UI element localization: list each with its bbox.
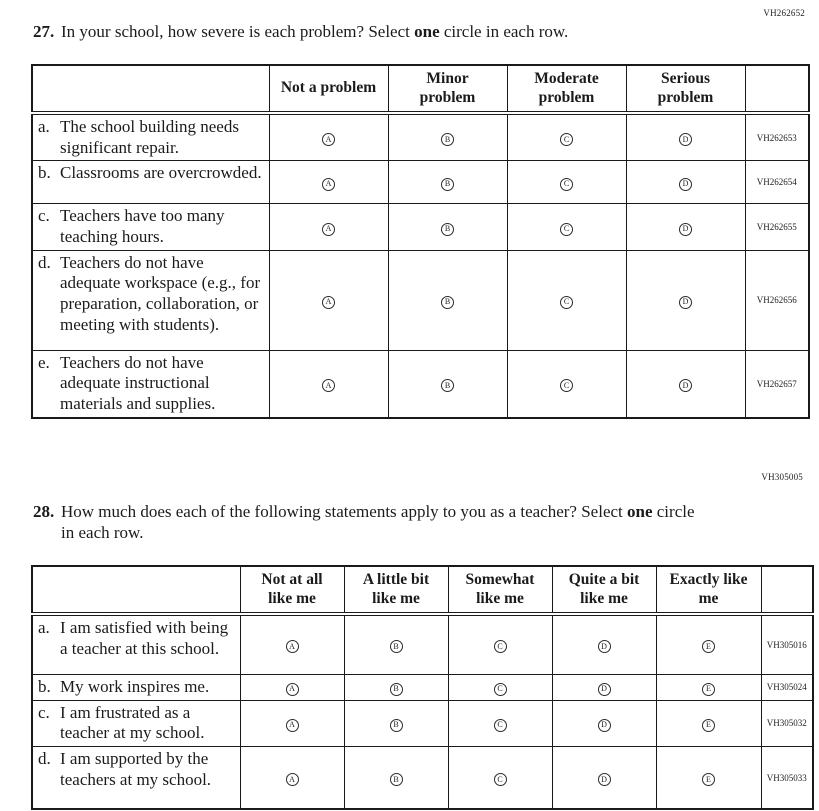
option-letter: A: [289, 641, 295, 651]
option-letter: B: [393, 774, 399, 784]
column-header: Moderate problem: [507, 65, 626, 113]
option-circle[interactable]: [494, 719, 507, 732]
column-header: A little bit like me: [344, 566, 448, 614]
answer-cell[interactable]: [656, 700, 761, 746]
answer-cell[interactable]: [269, 250, 388, 350]
answer-cell[interactable]: [552, 674, 656, 700]
option-letter: A: [325, 297, 332, 307]
option-letter: E: [706, 720, 711, 730]
table-row: [32, 746, 813, 809]
option-letter: B: [393, 684, 399, 694]
answer-cell[interactable]: [626, 250, 745, 350]
table-row: [32, 204, 809, 250]
option-circle[interactable]: [679, 133, 692, 146]
row-code: VH305032: [761, 700, 813, 746]
option-circle[interactable]: [598, 640, 611, 653]
option-letter: B: [444, 179, 451, 189]
statement-cell: [32, 204, 269, 250]
column-header: Not at all like me: [240, 566, 344, 614]
column-header: Exactly like me: [656, 566, 761, 614]
statement-cell: [32, 161, 269, 204]
option-letter: B: [444, 134, 451, 144]
question-prompt: How much does each of the following statements apply to you as a teacher? Select one circle in each row.: [61, 501, 695, 543]
statement-header-cell: [32, 65, 269, 113]
answer-cell[interactable]: [269, 161, 388, 204]
answer-cell[interactable]: [507, 350, 626, 418]
question-code: VH305005: [761, 472, 803, 482]
header-row: [32, 65, 809, 113]
row-letter: b.: [38, 163, 51, 183]
row-letter: a.: [38, 618, 50, 638]
answer-cell[interactable]: [448, 614, 552, 674]
statement-text: The school building needs significant repair.: [60, 116, 239, 157]
answer-cell[interactable]: [240, 746, 344, 809]
option-letter: E: [706, 641, 711, 651]
answer-cell[interactable]: [388, 113, 507, 161]
option-circle[interactable]: [702, 640, 715, 653]
column-header: Minor problem: [388, 65, 507, 113]
option-circle[interactable]: [702, 683, 715, 696]
answer-cell[interactable]: [344, 700, 448, 746]
option-circle[interactable]: [390, 773, 403, 786]
option-letter: A: [325, 179, 332, 189]
statement-text: Classrooms are overcrowded.: [60, 163, 262, 183]
option-circle[interactable]: [560, 133, 573, 146]
column-header: Quite a bit like me: [552, 566, 656, 614]
option-circle[interactable]: [679, 296, 692, 309]
option-letter: D: [682, 179, 689, 189]
self-description-table: [31, 565, 814, 810]
table-row: [32, 700, 813, 746]
answer-cell[interactable]: [626, 113, 745, 161]
column-header: Somewhat like me: [448, 566, 552, 614]
answer-cell[interactable]: [269, 350, 388, 418]
answer-cell[interactable]: [388, 161, 507, 204]
statement-text: I am satisfied with being a teacher at this school.: [60, 618, 229, 658]
option-letter: A: [289, 720, 295, 730]
option-letter: C: [563, 224, 570, 234]
option-letter: B: [444, 297, 451, 307]
statement-cell: [32, 350, 269, 418]
option-letter: D: [601, 774, 607, 784]
severity-table: [31, 64, 810, 419]
statement-text: Teachers do not have adequate workspace (e.g., for preparation, collaboration, or meeting with students).: [60, 252, 261, 334]
option-letter: C: [563, 134, 570, 144]
row-code: VH262656: [745, 250, 809, 350]
option-circle[interactable]: [441, 133, 454, 146]
row-code: VH305033: [761, 746, 813, 809]
answer-cell[interactable]: [269, 204, 388, 250]
answer-cell[interactable]: [626, 350, 745, 418]
answer-cell[interactable]: [552, 746, 656, 809]
question-28-prompt: [33, 501, 701, 544]
answer-cell[interactable]: [507, 113, 626, 161]
row-code: VH262657: [745, 350, 809, 418]
option-circle[interactable]: [598, 773, 611, 786]
option-letter: D: [682, 224, 689, 234]
option-circle[interactable]: [441, 296, 454, 309]
option-letter: B: [393, 720, 399, 730]
statement-cell: [32, 674, 240, 700]
option-letter: C: [497, 684, 503, 694]
option-letter: B: [444, 380, 451, 390]
row-letter: d.: [38, 748, 51, 768]
option-circle[interactable]: [560, 296, 573, 309]
statement-text: Teachers have too many teaching hours.: [60, 206, 225, 247]
option-circle[interactable]: [286, 719, 299, 732]
option-circle[interactable]: [560, 379, 573, 392]
answer-cell[interactable]: [626, 204, 745, 250]
question-number: 28.: [33, 501, 55, 521]
statement-text: I am supported by the teachers at my school.: [60, 748, 212, 789]
option-letter: E: [706, 684, 711, 694]
answer-cell[interactable]: [388, 204, 507, 250]
option-letter: A: [289, 774, 295, 784]
question-code: VH262652: [763, 8, 805, 18]
option-circle[interactable]: [679, 379, 692, 392]
row-code: VH262655: [745, 204, 809, 250]
option-circle[interactable]: [702, 719, 715, 732]
option-letter: C: [563, 297, 570, 307]
option-circle[interactable]: [322, 379, 335, 392]
statement-text: I am frustrated as a teacher at my school.: [60, 702, 205, 743]
option-circle[interactable]: [441, 223, 454, 236]
answer-cell[interactable]: [269, 113, 388, 161]
statement-text: My work inspires me.: [60, 676, 210, 696]
option-letter: A: [325, 224, 332, 234]
row-code: VH305024: [761, 674, 813, 700]
answer-cell[interactable]: [388, 350, 507, 418]
option-circle[interactable]: [390, 683, 403, 696]
question-prompt: In your school, how severe is each problem? Select one circle in each row.: [61, 22, 569, 41]
option-circle[interactable]: [286, 640, 299, 653]
option-circle[interactable]: [390, 719, 403, 732]
option-circle[interactable]: [598, 683, 611, 696]
answer-cell[interactable]: [507, 204, 626, 250]
answer-cell[interactable]: [240, 614, 344, 674]
code-header-cell: [745, 65, 809, 113]
statement-cell: [32, 700, 240, 746]
answer-cell[interactable]: [656, 674, 761, 700]
option-letter: C: [563, 380, 570, 390]
option-letter: D: [601, 684, 607, 694]
table-row: [32, 350, 809, 418]
row-code: VH262654: [745, 161, 809, 204]
answer-cell[interactable]: [656, 746, 761, 809]
row-code: VH305016: [761, 614, 813, 674]
option-circle[interactable]: [494, 773, 507, 786]
table-row: [32, 614, 813, 674]
question-27-prompt: [33, 0, 819, 42]
row-letter: c.: [38, 206, 50, 226]
answer-cell[interactable]: [552, 614, 656, 674]
option-circle[interactable]: [286, 683, 299, 696]
option-letter: B: [444, 224, 451, 234]
column-header: Serious problem: [626, 65, 745, 113]
answer-cell[interactable]: [626, 161, 745, 204]
table-row: [32, 161, 809, 204]
column-header: Not a problem: [269, 65, 388, 113]
option-circle[interactable]: [560, 178, 573, 191]
option-circle[interactable]: [441, 379, 454, 392]
option-circle[interactable]: [494, 640, 507, 653]
option-letter: C: [563, 179, 570, 189]
option-letter: D: [601, 641, 607, 651]
option-letter: A: [289, 684, 295, 694]
option-circle[interactable]: [702, 773, 715, 786]
option-circle[interactable]: [286, 773, 299, 786]
statement-header-cell: [32, 566, 240, 614]
option-letter: D: [601, 720, 607, 730]
row-letter: b.: [38, 676, 51, 696]
option-circle[interactable]: [390, 640, 403, 653]
answer-cell[interactable]: [388, 250, 507, 350]
question-number: 27.: [33, 22, 55, 41]
answer-cell[interactable]: [240, 674, 344, 700]
option-circle[interactable]: [322, 223, 335, 236]
table-row: [32, 250, 809, 350]
option-letter: C: [497, 720, 503, 730]
row-letter: d.: [38, 252, 51, 272]
answer-cell[interactable]: [656, 614, 761, 674]
row-letter: c.: [38, 702, 50, 722]
table-row: [32, 113, 809, 161]
option-circle[interactable]: [322, 178, 335, 191]
answer-cell[interactable]: [507, 250, 626, 350]
option-letter: C: [497, 774, 503, 784]
statement-cell: [32, 746, 240, 809]
option-circle[interactable]: [560, 223, 573, 236]
row-code: VH262653: [745, 113, 809, 161]
option-circle[interactable]: [322, 133, 335, 146]
code-header-cell: [761, 566, 813, 614]
option-letter: E: [706, 774, 711, 784]
option-letter: D: [682, 297, 689, 307]
answer-cell[interactable]: [344, 674, 448, 700]
option-circle[interactable]: [441, 178, 454, 191]
option-circle[interactable]: [322, 296, 335, 309]
answer-cell[interactable]: [448, 674, 552, 700]
answer-cell[interactable]: [344, 614, 448, 674]
row-letter: a.: [38, 116, 50, 136]
option-letter: A: [325, 134, 332, 144]
option-circle[interactable]: [679, 178, 692, 191]
option-circle[interactable]: [494, 683, 507, 696]
option-circle[interactable]: [679, 223, 692, 236]
option-letter: D: [682, 380, 689, 390]
table-row: [32, 674, 813, 700]
option-letter: D: [682, 134, 689, 144]
option-letter: C: [497, 641, 503, 651]
statement-text: Teachers do not have adequate instructional materials and supplies.: [60, 352, 216, 414]
statement-cell: [32, 250, 269, 350]
answer-cell[interactable]: [344, 746, 448, 809]
answer-cell[interactable]: [448, 746, 552, 809]
answer-cell[interactable]: [552, 700, 656, 746]
header-row: [32, 566, 813, 614]
statement-cell: [32, 614, 240, 674]
row-letter: e.: [38, 352, 50, 372]
statement-cell: [32, 113, 269, 161]
answer-cell[interactable]: [507, 161, 626, 204]
answer-cell[interactable]: [448, 700, 552, 746]
option-circle[interactable]: [598, 719, 611, 732]
option-letter: A: [325, 380, 332, 390]
answer-cell[interactable]: [240, 700, 344, 746]
option-letter: B: [393, 641, 399, 651]
